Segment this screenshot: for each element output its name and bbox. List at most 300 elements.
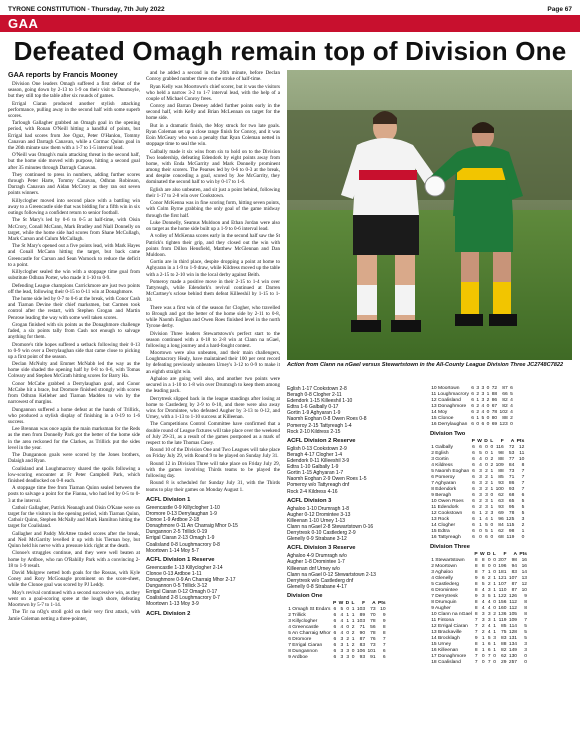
table-cell: 8: [474, 558, 478, 564]
table-cell: 3: [479, 469, 482, 475]
table-cell: 5: [487, 594, 491, 600]
table-header-row: [430, 439, 525, 445]
table-row: [430, 606, 528, 612]
table-cell: 8: [474, 570, 478, 576]
table-cell: 9 Augher: [431, 606, 451, 612]
table-cell: 0: [490, 523, 494, 529]
table-cell: 3: [481, 594, 485, 600]
table-cell: 0: [486, 386, 490, 391]
masthead-title: TYRONE CONSTITUTION - Thursday, 7th July 2022: [8, 5, 165, 13]
table-cell: 4: [510, 404, 513, 409]
table-cell: 4: [340, 619, 344, 624]
table-cell: 2: [485, 469, 488, 475]
table-cell: 6: [510, 386, 513, 391]
story-paragraph: Gortin are in third place, despite dropping a point at home to Aghyaran in a 1-9 to 1-9 draw, while Kildress moved up the table with a 2-15 to 2-10 win in the local derby against Beith.: [146, 259, 280, 278]
table-cell: 1: [346, 643, 350, 648]
table-cell: 1: [493, 630, 496, 636]
table-cell: 7: [487, 654, 491, 660]
table-cell: 87: [511, 588, 518, 594]
table-cell: 8: [474, 600, 478, 606]
table-cell: 1: [487, 570, 491, 576]
story-paragraph: Ryan Kelly was Moortown's chief scorer, but it was the visitors who held a narrow 3-2 to 1-7 interval lead, with the help of a couple of Michael Conroy frees.: [146, 83, 280, 102]
story-paragraph: The St Mary's opened out a five points lead, with Mark Hayes and Conall McCann hitting the target, but back came Greencastle for Carson and Sean Warnock to reduce the deficit to a point.: [8, 243, 140, 268]
table-cell: 122: [498, 594, 507, 600]
table-cell: 123: [499, 422, 508, 427]
column-header: A: [513, 552, 518, 558]
table-cell: 6: [472, 481, 475, 487]
table-cell: 6: [472, 445, 475, 451]
story-paragraph: Defending League champions Carrickmore are just two points off the lead, following their 0-15 to 0-11 win at Donaghmore.: [8, 282, 140, 295]
table-cell: 2: [486, 398, 490, 403]
table-cell: 6: [333, 655, 337, 660]
table-cell: 6: [382, 655, 386, 660]
table-cell: 114: [509, 624, 518, 630]
table-cell: 77: [508, 457, 515, 463]
table-cell: 16 Tattyreagh: [431, 535, 461, 541]
table-cell: 100: [495, 487, 504, 493]
table-cell: 2: [485, 487, 488, 493]
result-line: Aghaloo 1-10 Drumragh 1-8: [287, 505, 349, 512]
table-cell: 1: [490, 451, 494, 457]
story-paragraph: The Competitions Control Committee have confirmed that a double round of League fixtures will take place over the weekend of July 29-31, as a result of the games postponed as a mark of respect to the late Thomas Casey.: [146, 421, 280, 446]
table-cell: 119: [498, 618, 507, 624]
table-cell: 9 Ardboe: [288, 655, 308, 660]
table-cell: 29: [501, 660, 507, 666]
table-cell: 73: [508, 469, 515, 475]
table-cell: 70: [370, 613, 376, 618]
table-cell: 5: [521, 499, 525, 505]
table-cell: 9: [382, 613, 386, 618]
result-line: Gortin 1-9 Aghyaran 1-9: [287, 410, 341, 417]
table-cell: 3: [340, 637, 344, 642]
table-cell: 110: [498, 588, 507, 594]
table-cell: 1: [493, 642, 496, 648]
column-header: P: [471, 439, 475, 445]
table-cell: 8 Drumquin: [431, 600, 457, 606]
table-cell: 0: [510, 422, 513, 427]
table-cell: 0: [490, 445, 494, 451]
table-cell: 1: [346, 613, 350, 618]
table-cell: 121: [498, 576, 507, 582]
table-cell: 6: [472, 511, 475, 517]
table-cell: 94: [511, 564, 518, 570]
table-row: [430, 445, 525, 451]
table-cell: 14 Clogher: [431, 523, 456, 529]
table-cell: 107: [498, 582, 507, 588]
table-cell: 8: [474, 606, 478, 612]
table-cell: 76: [370, 637, 376, 642]
result-line: Glenelly 0-9 Strabane 3-12: [287, 536, 347, 543]
table-cell: 3: [481, 612, 485, 618]
table-cell: 1: [490, 499, 494, 505]
result-line: Aghaloo 4-9 Drumragh w/o: [287, 553, 347, 560]
table-cell: 3: [485, 493, 488, 499]
table-row: [430, 463, 525, 469]
table-cell: 3: [479, 475, 482, 481]
table-cell: 88: [498, 457, 504, 463]
story-paragraph: Gallagher and Paddy McAttee traded scores after the break, and Neil McGarrity levelled it up with his Tiernan boy, but Quinn held his nerve with a pressure kick right at the death.: [8, 530, 140, 550]
table-cell: 7: [474, 618, 478, 624]
table-cell: 131: [508, 636, 518, 642]
table-cell: 109: [495, 463, 504, 469]
table-cell: 9: [382, 619, 386, 624]
table-cell: 156: [498, 600, 507, 606]
table-cell: 1: [493, 648, 496, 654]
table-cell: 3: [340, 649, 344, 654]
table-cell: 2: [351, 631, 355, 636]
table-cell: 130: [508, 654, 518, 660]
table-cell: 1: [479, 523, 482, 529]
table-cell: 6: [521, 493, 525, 499]
table-cell: 62: [498, 493, 504, 499]
table-cell: 8: [474, 612, 478, 618]
table-cell: 134: [508, 642, 518, 648]
table-row: [430, 570, 528, 576]
table-cell: 4: [340, 625, 344, 630]
result-line: Edtra 1-10 Galbally 1-9: [287, 464, 339, 471]
table-cell: 13: [521, 576, 528, 582]
story-paragraph: Cathoir Gallagher, Patrick Neanagh and Oisin O'Kane were on target for the visitors in the opening period, with Tiarnan Quinn, Cathoir Quinn, Stephen McNally and Mark Hamilton hitting the target for Coalisland.: [8, 504, 140, 530]
table-cell: 2: [476, 404, 480, 409]
table-cell: 1: [351, 637, 355, 642]
table-cell: 2: [510, 416, 513, 421]
table-cell: 2: [485, 511, 488, 517]
table-cell: 1: [346, 619, 350, 624]
result-line: Pomeroy 2-15 Tattyreagh 1-4: [287, 422, 352, 429]
table-cell: 4: [487, 606, 491, 612]
table-cell: 2 Trillick: [288, 613, 306, 618]
table-row: [287, 649, 387, 655]
table-cell: 0: [346, 607, 350, 612]
table-row: [430, 558, 528, 564]
result-line: Errigal Ciaran 0-12 Omagh 0-17: [146, 589, 218, 596]
table-cell: 98: [511, 558, 518, 564]
table-cell: 3: [481, 398, 485, 403]
table-cell: 78: [370, 631, 376, 636]
result-line: Augher 0-12 Dromintee 3-13: [287, 511, 351, 518]
table-cell: 11 Edendork: [431, 505, 459, 511]
table-cell: 0: [524, 654, 528, 660]
table-cell: 7: [524, 618, 528, 624]
story-paragraph: Pomeroy made a positive move in their 2-15 to 1-4 win over Tattyreagh, while Edendork's revival continued at Darren McCartney's sclose behind them defeat Killeeshil by 1-15 to 1-10.: [146, 278, 280, 304]
table-cell: 89: [359, 613, 366, 618]
table-cell: 66: [502, 392, 508, 397]
table-cell: 125: [506, 517, 515, 523]
table-cell: 14 Brocklagh: [431, 636, 460, 642]
table-cell: 1: [490, 505, 494, 511]
result-line: Edtra 1-6 Galbally 0-17: [287, 404, 339, 411]
table-cell: 7: [474, 654, 478, 660]
table-row: [430, 654, 528, 660]
table-cell: 82: [501, 648, 507, 654]
table-cell: 71: [508, 475, 515, 481]
table-cell: 3: [476, 386, 480, 391]
match-photo: [287, 70, 572, 360]
table-row: [430, 493, 525, 499]
table-cell: 63: [498, 499, 504, 505]
table-cell: 2: [476, 392, 480, 397]
table-cell: 7: [474, 660, 478, 666]
table-cell: 88: [498, 469, 504, 475]
table-row: [287, 613, 387, 619]
table-cell: 6: [472, 535, 475, 541]
table-cell: 0: [485, 445, 488, 451]
column-header: D: [487, 552, 491, 558]
table-cell: 207: [498, 558, 507, 564]
table-cell: 1 Omagh St Enda's: [288, 607, 331, 612]
table-cell: 6: [472, 523, 475, 529]
table-cell: 0: [346, 625, 350, 630]
table-cell: 3: [490, 511, 494, 517]
table-cell: 6: [481, 576, 485, 582]
table-cell: 4: [481, 600, 485, 606]
table-cell: 8 Dungannon: [288, 649, 318, 654]
table-cell: 6: [333, 619, 337, 624]
table-cell: 96: [498, 517, 504, 523]
table-cell: 98: [508, 529, 515, 535]
table-cell: 8: [474, 642, 478, 648]
table-cell: 2 Moortown: [431, 564, 457, 570]
table-cell: 6: [472, 487, 475, 493]
table-cell: 1: [481, 636, 485, 642]
table-cell: 101: [367, 649, 376, 654]
byline: GAA reports by Francis Mooney: [8, 70, 118, 79]
table-cell: 160: [498, 606, 507, 612]
table-cell: 12 Errigal Ciaran: [431, 624, 468, 630]
table-cell: 3: [481, 392, 485, 397]
table-cell: 6: [472, 517, 475, 523]
table-cell: 1: [476, 398, 480, 403]
table-cell: 72: [491, 386, 498, 391]
table-cell: 10: [518, 457, 525, 463]
table-cell: 91: [370, 655, 376, 660]
table-cell: 2: [487, 582, 491, 588]
table-cell: 1: [493, 594, 496, 600]
column-header: Pts: [378, 601, 386, 606]
table-cell: 78: [370, 619, 376, 624]
table-row: [430, 612, 528, 618]
story-paragraph: Moy's revival continued with a second successive win, as they went on a goal-scoring spree at the lough shore, defeating Moortown by 5-7 to 1-14.: [8, 589, 140, 608]
results-list: [146, 565, 280, 608]
table-cell: 56: [370, 625, 376, 630]
result-line: Beragh 4-17 Clogher 1-4: [287, 451, 343, 458]
story-paragraph: Round 8 is scheduled for Sunday July 31, with the Thirds teams to play their games on Monday August 1.: [146, 480, 280, 493]
table-cell: 7: [487, 660, 491, 666]
tables-column-4: [430, 386, 572, 734]
table-cell: 0: [486, 410, 490, 415]
table-cell: 2: [485, 481, 488, 487]
table-cell: 4 Greencastle: [288, 625, 319, 630]
table-cell: 12: [518, 445, 525, 451]
table-cell: 8: [382, 625, 386, 630]
table-cell: 18 Coalisland: [431, 660, 461, 666]
table-cell: 0: [524, 660, 528, 666]
table-cell: 1: [479, 517, 482, 523]
table-cell: 85: [501, 624, 507, 630]
results-heading: ACFL Division 1: [146, 496, 191, 503]
table-cell: 0: [493, 606, 496, 612]
results-list: [146, 505, 280, 554]
table-cell: 1: [351, 619, 355, 624]
story-text-1: [8, 81, 140, 622]
page-number: Page 67: [547, 5, 572, 13]
table-cell: 6 Dromore: [288, 637, 312, 642]
result-line: Rock 2-10 Kildress 2-15: [287, 428, 341, 435]
result-line: Eglish 1-17 Cookstown 2-8: [287, 386, 347, 392]
table-cell: 17 Donaghmore: [431, 654, 467, 660]
table-cell: 95: [508, 505, 515, 511]
table-cell: 6: [333, 643, 337, 648]
league-table-division-one-continued: [430, 386, 514, 428]
table-cell: 12 Coalisland: [431, 398, 461, 403]
table-cell: 112: [509, 606, 518, 612]
masthead: [8, 4, 572, 14]
table-cell: 6: [481, 422, 485, 427]
table-header-row: [430, 552, 528, 558]
table-cell: 6: [472, 451, 475, 457]
table-cell: 0: [493, 570, 496, 576]
story-paragraph: Luke Donnelly, Seamus Muldoon and Ethan Jordan were also on target as the home side built up a 1-9 to 0-6 interval lead.: [146, 219, 280, 233]
table-cell: 68: [498, 535, 504, 541]
table-cell: 0: [493, 654, 496, 660]
table-row: [430, 576, 528, 582]
table-cell: 0: [487, 558, 491, 564]
result-line: Pomeroy w/o Tattyreagh dnf: [287, 482, 350, 489]
table-cell: 126: [508, 594, 518, 600]
story-paragraph: Grogan finished with six points as the Donaghmore challenge faded, a six points tally from Cash not enough to salvage anything for them.: [8, 321, 140, 341]
column-header: P: [474, 552, 478, 558]
table-cell: 1 Stewartstown: [431, 558, 465, 564]
story-paragraph: The Dungannon goals were scored by the Jones brothers, Dalaigh and Ryan.: [8, 452, 140, 465]
result-line: Dungannon 0-5 Trillick 3-12: [146, 583, 208, 590]
result-line: Greencastle 1-13 Killyclogher 2-14: [146, 564, 223, 571]
column-header: D: [484, 439, 488, 445]
table-cell: 3: [485, 499, 488, 505]
table-cell: 15 Clonoe: [431, 416, 454, 421]
story-paragraph: Errigal Ciaran produced another stylish attacking performance, pulling away in the second half with some superb scores.: [8, 100, 140, 119]
results-heading: ACFL Division 2 Reserve: [287, 437, 356, 444]
table-cell: 5: [524, 636, 528, 642]
table-cell: 3 Aghaloo: [431, 570, 453, 576]
table-cell: 12 Cookstown: [431, 511, 463, 517]
table-cell: 128: [508, 630, 518, 636]
table-cell: 73: [370, 607, 376, 612]
table-cell: 3 Gortin: [431, 457, 449, 463]
column-header: D: [345, 601, 350, 606]
table-cell: 0: [481, 654, 485, 660]
column-header: F: [500, 439, 504, 445]
result-line: Rock 2-4 Kildress 4-16: [287, 488, 338, 495]
table-cell: 3: [521, 517, 525, 523]
table-cell: 6: [472, 499, 475, 505]
result-line: Clonoe 0-13 Ardboe 1-11: [146, 570, 202, 577]
table-cell: 3: [479, 481, 482, 487]
result-line: Moortown 1-13 Moy 3-9: [146, 601, 199, 608]
table-row: [430, 630, 528, 636]
table-row: [430, 588, 528, 594]
table-cell: 5: [340, 607, 344, 612]
table-cell: 88: [502, 416, 508, 421]
table-cell: 107: [508, 576, 518, 582]
table-cell: 6: [471, 386, 474, 391]
table-row: [430, 523, 525, 529]
table-cell: 5: [481, 582, 485, 588]
table-cell: 1: [490, 517, 494, 523]
table-cell: 3: [481, 618, 485, 624]
table-cell: 0: [485, 463, 488, 469]
table-cell: 6: [472, 469, 475, 475]
table-cell: 7: [521, 487, 525, 493]
table-cell: 87: [502, 386, 508, 391]
table-cell: 87: [511, 582, 518, 588]
table-cell: 85: [498, 475, 504, 481]
results-list: [287, 553, 421, 590]
result-line: Augher 1-8 Dromintee 1-7: [287, 559, 345, 566]
table-cell: 7: [481, 570, 485, 576]
table-cell: 2: [487, 576, 491, 582]
table-cell: 69: [491, 422, 498, 427]
table-cell: 5: [521, 511, 525, 517]
table-cell: 6: [485, 535, 488, 541]
table-cell: 83: [359, 643, 366, 648]
table-row: [287, 607, 387, 613]
table-cell: 78: [491, 410, 498, 415]
table-cell: 2: [481, 630, 485, 636]
table-cell: 6: [333, 649, 337, 654]
table-cell: 12: [521, 582, 528, 588]
table-cell: 1: [351, 613, 355, 618]
table-cell: 6: [471, 410, 474, 415]
table-cell: 0: [481, 660, 485, 666]
table-cell: 1: [490, 529, 494, 535]
section-banner: [0, 15, 580, 32]
table-cell: 73: [370, 643, 376, 648]
table-cell: 82: [502, 404, 508, 409]
result-line: Dungannon 2-5 Trillick 0-19: [146, 529, 208, 536]
table-cell: 0: [493, 558, 496, 564]
table-cell: 1 Galbally: [431, 445, 453, 451]
table-cell: 10 Clann na nGael: [431, 612, 472, 618]
story-paragraph: Coalisland and Loughmacrory shared the spoils following a low-scoring encounter at Fr Peter Campbell Park, which finished deadlocked on 0-8 each.: [8, 465, 140, 484]
table-cell: 16: [521, 564, 528, 570]
column-header: Pts: [519, 552, 528, 558]
story-paragraph: A stoppage time free from Tiarnan Quinn sealed between the posts to salvage a point for the Fianna, who had led by 0-5 to 0-3 at the interval.: [8, 485, 140, 504]
table-cell: 106: [356, 649, 366, 654]
story-paragraph: The home side led by 0-7 to 0-6 at the break, with Conor Cash and Tiarnan Devine their chief marksmen, but Carmen took control after the restart, with Stephen Grogan and Martin Penrose leading the way with some well taken scores.: [8, 296, 140, 321]
table-cell: 6: [472, 529, 475, 535]
table-cell: 1: [493, 588, 496, 594]
table-cell: 102: [499, 410, 508, 415]
table-cell: 14 Moy: [431, 410, 448, 415]
story-paragraph: Aghaloo are going well also, and another two points were secured in a 1-10 to 1-8 win over Drumragh to keep them among the leading pack.: [146, 375, 280, 395]
table-cell: 68: [508, 493, 515, 499]
result-line: Errigal Ciaran 2-13 Omagh 1-9: [146, 535, 215, 542]
story-paragraph: O'Neill was Omagh's main attacking threat in the second half, but the home side moved with purpose, hitting a second goal after 35 minutes through Darragh Canavan.: [8, 152, 140, 171]
story-column-2: [146, 70, 280, 732]
story-paragraph: Conor McCabe grabbed a Derrylaughan goal, and Conor McCabe hit a brace, but Dromore finished strongly with scores from Odhran Kelleher and Tiarnan Madden to win by the narrowest of margins.: [8, 380, 140, 406]
table-cell: 87: [359, 637, 366, 642]
story-paragraph: But in a dramatic finish, the Moy struck for two late goals. Ryan Coleman set up a close range finish for Conroy, and it was Eoin McGeary who won a penalty that Ryan Coleman netted in stoppage time to seal the win.: [146, 122, 280, 148]
result-line: Naomh Eoghan 2-9 Owen Roes 1-5: [287, 476, 367, 483]
table-cell: 6: [472, 505, 475, 511]
table-cell: 65: [508, 499, 515, 505]
column-header: L: [490, 439, 494, 445]
table-cell: 13 Donaghmore: [431, 404, 467, 409]
result-line: Coalisland 0-8 Loughmacrory 0-8: [146, 541, 220, 548]
table-cell: 8: [521, 463, 525, 469]
table-row: [430, 618, 528, 624]
results-list: [287, 506, 421, 543]
